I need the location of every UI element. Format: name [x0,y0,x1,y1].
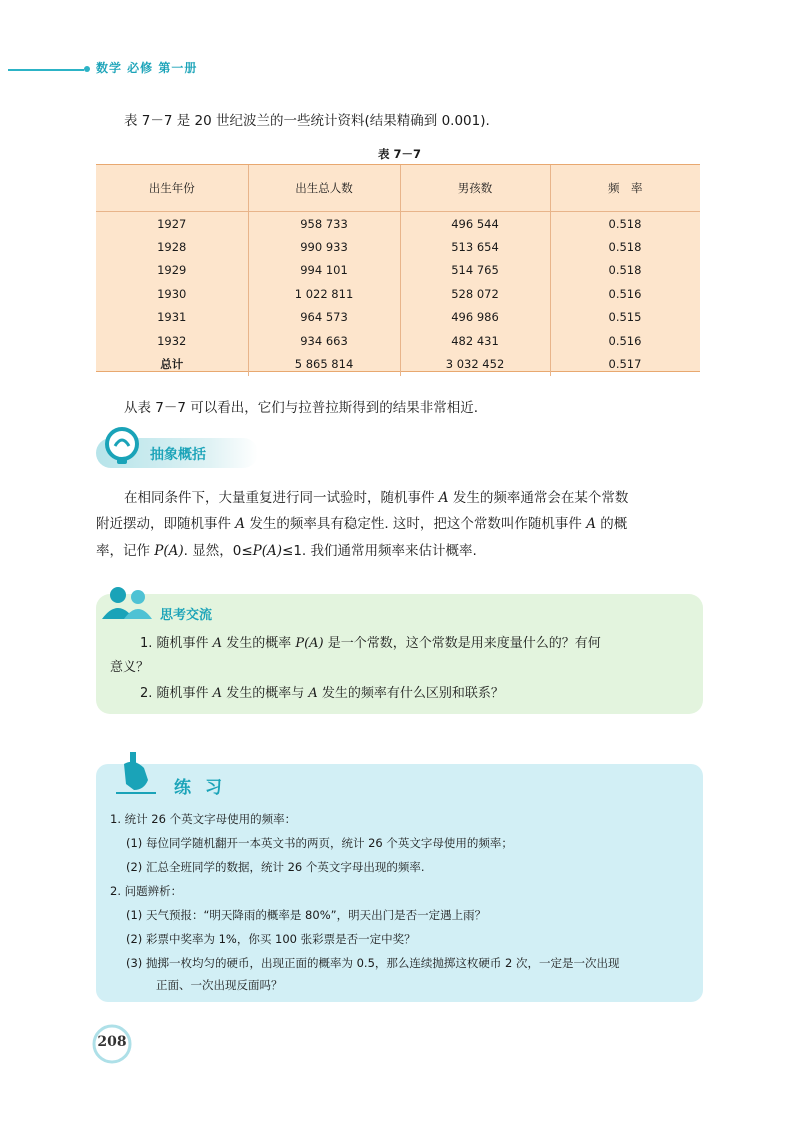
statistics-table [96,164,700,372]
practice-line: 1. 统计 26 个英文字母使用的频率： [110,812,297,826]
cell-boys: 514 765 [400,259,550,282]
practice-line: (3) 抛掷一枚均匀的硬币，出现正面的概率为 0.5，那么连续抛掷这枚硬币 2 次，一定是一次出现 [126,956,620,970]
question-2 [140,684,504,704]
question-text: 是一个常数，这个常数是用来度量什么的？有何 [323,636,601,651]
table-row [96,259,700,282]
variable-a: A [212,686,223,701]
think-title: 思考交流 [160,608,213,623]
probability-pa: P(A) [154,543,184,559]
variable-a: A [308,686,318,701]
practice-line: (2) 汇总全班同学的数据，统计 26 个英文字母出现的频率. [126,860,425,874]
cell-frequency: 0.517 [550,352,700,375]
cell-total: 934 663 [248,329,400,352]
cell-year: 1929 [157,263,187,278]
summary-line-1 [124,488,628,508]
table-total-row [96,352,700,375]
probability-pa: P(A) [295,636,324,651]
header-birth-year: 出生年份 [96,165,248,212]
question-text: 发生的频率有什么区别和联系？ [317,686,504,701]
summary-line-2 [96,514,627,534]
cell-total: 990 933 [248,235,400,258]
intro-paragraph: 表 7－7 是 20 世纪波兰的一些统计资料(结果精确到 0.001). [124,113,490,129]
cell-total: 994 101 [248,259,400,282]
summary-line-3 [96,541,477,561]
variable-a: A [586,516,596,532]
summary-text: 附近摆动，即随机事件 [96,516,236,532]
table-row [96,282,700,305]
table-row [96,329,700,352]
cell-year: 1931 [157,310,187,325]
cell-year: 1927 [157,216,187,231]
table-header-row [96,165,700,212]
summary-text: 发生的频率具有稳定性. 这时，把这个常数叫作随机事件 [245,516,587,532]
page-number: 208 [97,1034,127,1050]
cell-boys: 3 032 452 [400,352,550,375]
variable-a: A [212,636,223,651]
practice-line: 正面、一次出现反面吗？ [156,978,283,992]
conclusion-paragraph: 从表 7－7 可以看出，它们与拉普拉斯得到的结果非常相近. [124,400,479,416]
cell-frequency: 0.515 [550,306,700,329]
cell-boys: 496 544 [400,212,550,236]
practice-title: 练习 [174,778,236,798]
cell-year: 1932 [157,333,187,348]
probability-pa: P(A) [252,543,283,559]
summary-text: 的概 [595,516,628,532]
variable-a: A [438,490,449,506]
cell-year: 1930 [157,286,187,301]
cell-total: 5 865 814 [248,352,400,375]
practice-line: (1) 每位同学随机翻开一本英文书的两页，统计 26 个英文字母使用的频率； [126,836,513,850]
table-row [96,306,700,329]
cell-boys: 513 654 [400,235,550,258]
running-title: 数学 必修 第一册 [96,61,198,75]
header-boys: 男孩数 [400,165,550,212]
question-text: 1. 随机事件 [140,636,213,651]
question-1 [140,634,601,654]
cell-total: 1 022 811 [248,282,400,305]
cell-boys: 496 986 [400,306,550,329]
practice-line: (1) 天气预报：“明天降雨的概率是 80%”，明天出门是否一定遇上雨？ [126,908,487,922]
cell-frequency: 0.518 [550,212,700,236]
summary-text: 率，记作 [96,543,155,559]
cell-boys: 482 431 [400,329,550,352]
table-row [96,212,700,236]
cell-frequency: 0.516 [550,282,700,305]
summary-text: ≤1. 我们通常用频率来估计概率. [282,543,477,559]
question-text: 发生的概率与 [222,686,309,701]
cell-year: 1928 [157,240,187,255]
summary-text: 在相同条件下，大量重复进行同一试验时，随机事件 [124,490,439,506]
writing-hand-icon [114,750,158,800]
table-row [96,235,700,258]
cell-frequency: 0.518 [550,259,700,282]
cell-total: 958 733 [248,212,400,236]
summary-text: 发生的频率通常会在某个常数 [448,490,629,506]
cell-frequency: 0.516 [550,329,700,352]
cell-total: 964 573 [248,306,400,329]
people-icon [100,585,156,621]
question-text: 发生的概率 [222,636,296,651]
table-caption: 表 7－7 [378,147,422,161]
cell-frequency: 0.518 [550,235,700,258]
lightbulb-icon [98,424,146,470]
summary-text: . 显然，0≤ [183,543,253,559]
practice-line: (2) 彩票中奖率为 1%，你买 100 张彩票是否一定中奖？ [126,932,416,946]
question-1-continued: 意义？ [110,660,150,675]
header-rule [8,69,84,71]
summary-title: 抽象概括 [150,447,206,463]
cell-total-label: 总计 [160,357,184,372]
practice-line: 2. 问题辨析： [110,884,183,898]
header-frequency: 频 率 [550,165,700,212]
question-text: 2. 随机事件 [140,686,213,701]
header-rule-dot [84,66,90,72]
variable-a: A [235,516,246,532]
cell-boys: 528 072 [400,282,550,305]
header-total-births: 出生总人数 [248,165,400,212]
